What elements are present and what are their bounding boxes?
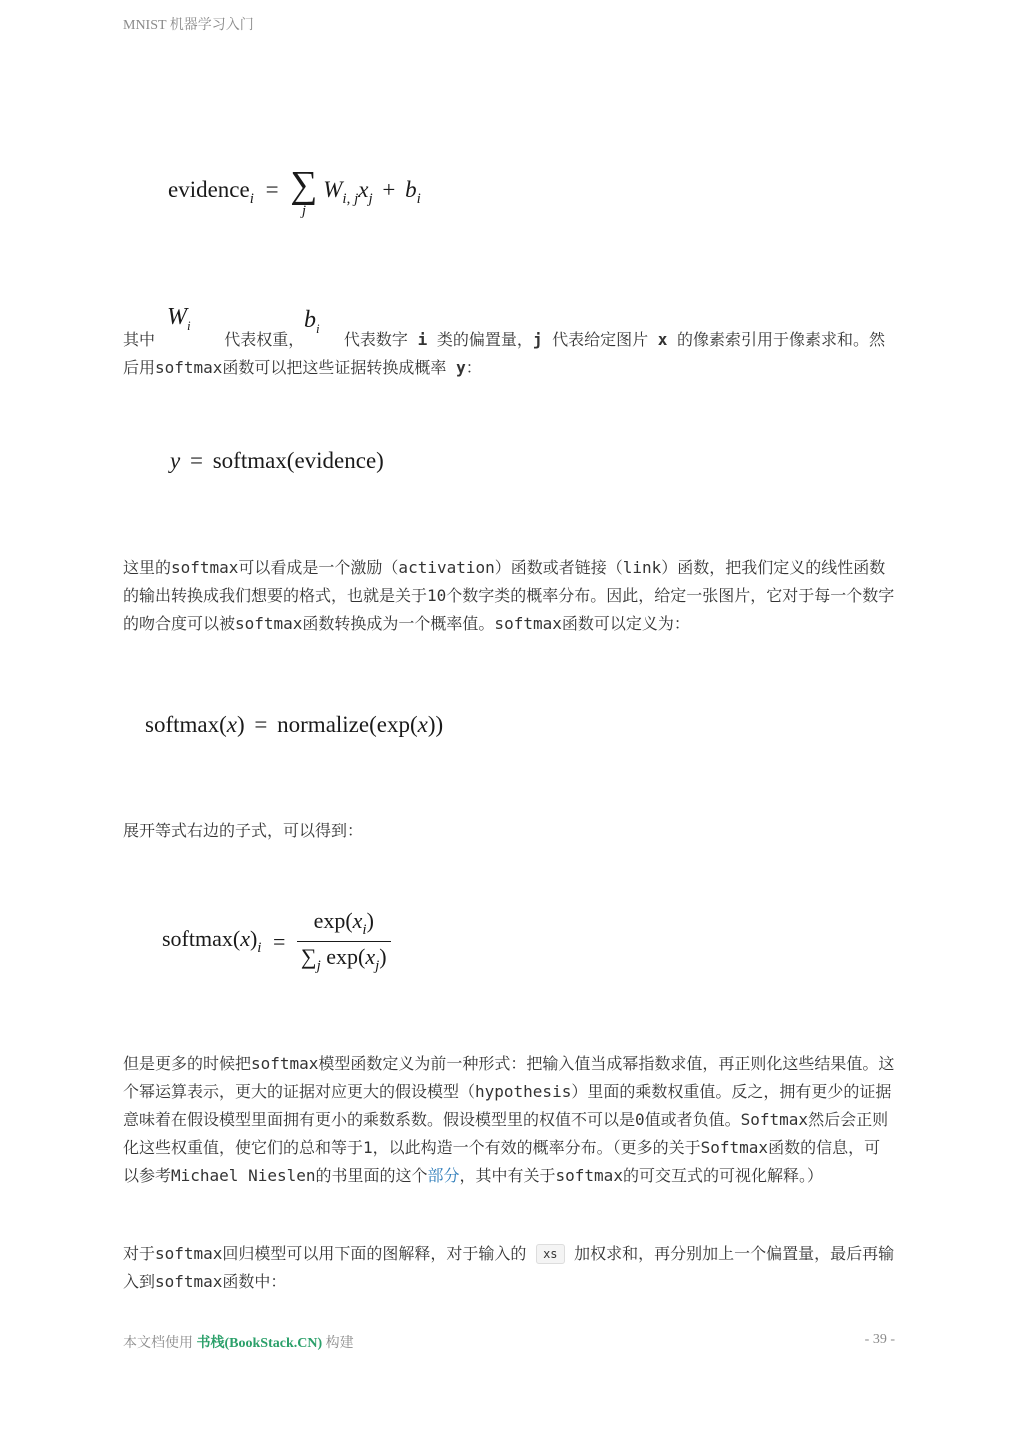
paragraph-diagram-intro: 对于softmax回归模型可以用下面的图解释，对于输入的 xs 加权求和，再分别加上一个偏置量，最后再输入到softmax函数中： [123,1244,895,1291]
paragraph-weights-bias: 其中 代表权重， 代表数字 i 类的偏置量，j 代表给定图片 x 的像素索引用于像素求和。然后用softmax函数可以把这些证据转换成概率 y： [123,330,886,377]
inline-math-w-i: $W_i$ [167,304,191,333]
inline-math-b-i: $b_i$ [304,307,320,336]
formula-y-softmax: y = softmax(evidence) [170,448,384,473]
inline-code-xs: xs [536,1244,564,1264]
paragraph-expand: 展开等式右边的子式，可以得到： [123,821,364,840]
footer-brand-link[interactable]: 书栈(BookStack.CN) [196,1336,323,1351]
formula-softmax-expanded: $softmax(x)_i$ = $\frac{\exp(x_i)}{\sum_j \exp(x_j)}$ [162,908,391,975]
formula-evidence: evidence$_i$ = ∑ j $W_{i, j}x_j + b_i$ [168,164,421,219]
formula-softmax-definition: softmax(x) = normalize(exp(x)) [145,712,444,737]
paragraph-softmax-explanation: 但是更多的时候把softmax模型函数定义为前一种形式：把输入值当成幂指数求值，再正则化这些结果值。这个幂运算表示，更大的证据对应更大的假设模型（hypothesis）里面的乘数权重值。反之，拥有更少的证据意味着在假设模型里面拥有更小的乘数系数。假设模型里的权值不可以是0值或者负值。Softmax然后会正则化这些权重值，使它们的总和等于1，以此构造一个有效的概率分布。（更多的关于Softmax函数的信息，可以参考Michael Nieslen的书里面的这个部分，其中有关于softmax的可交互式的可视化解释。） [123,1054,895,1185]
page-header: MNIST 机器学习入门 [123,18,254,33]
page-number: - 39 - [864,1332,895,1347]
paragraph-softmax-intro: 这里的softmax可以看成是一个激励（activation）函数或者链接（link）函数，把我们定义的线性函数的输出转换成我们想要的格式，也就是关于10个数字类的概率分布。因此，给定一张图片，它对于每一个数字的吻合度可以被softmax函数转换成为一个概率值。softmax函数可以定义为： [123,558,895,633]
footer-credit: 本文档使用 书栈(BookStack.CN) 构建 [123,1336,354,1351]
link-section[interactable]: 部分 [427,1166,460,1185]
